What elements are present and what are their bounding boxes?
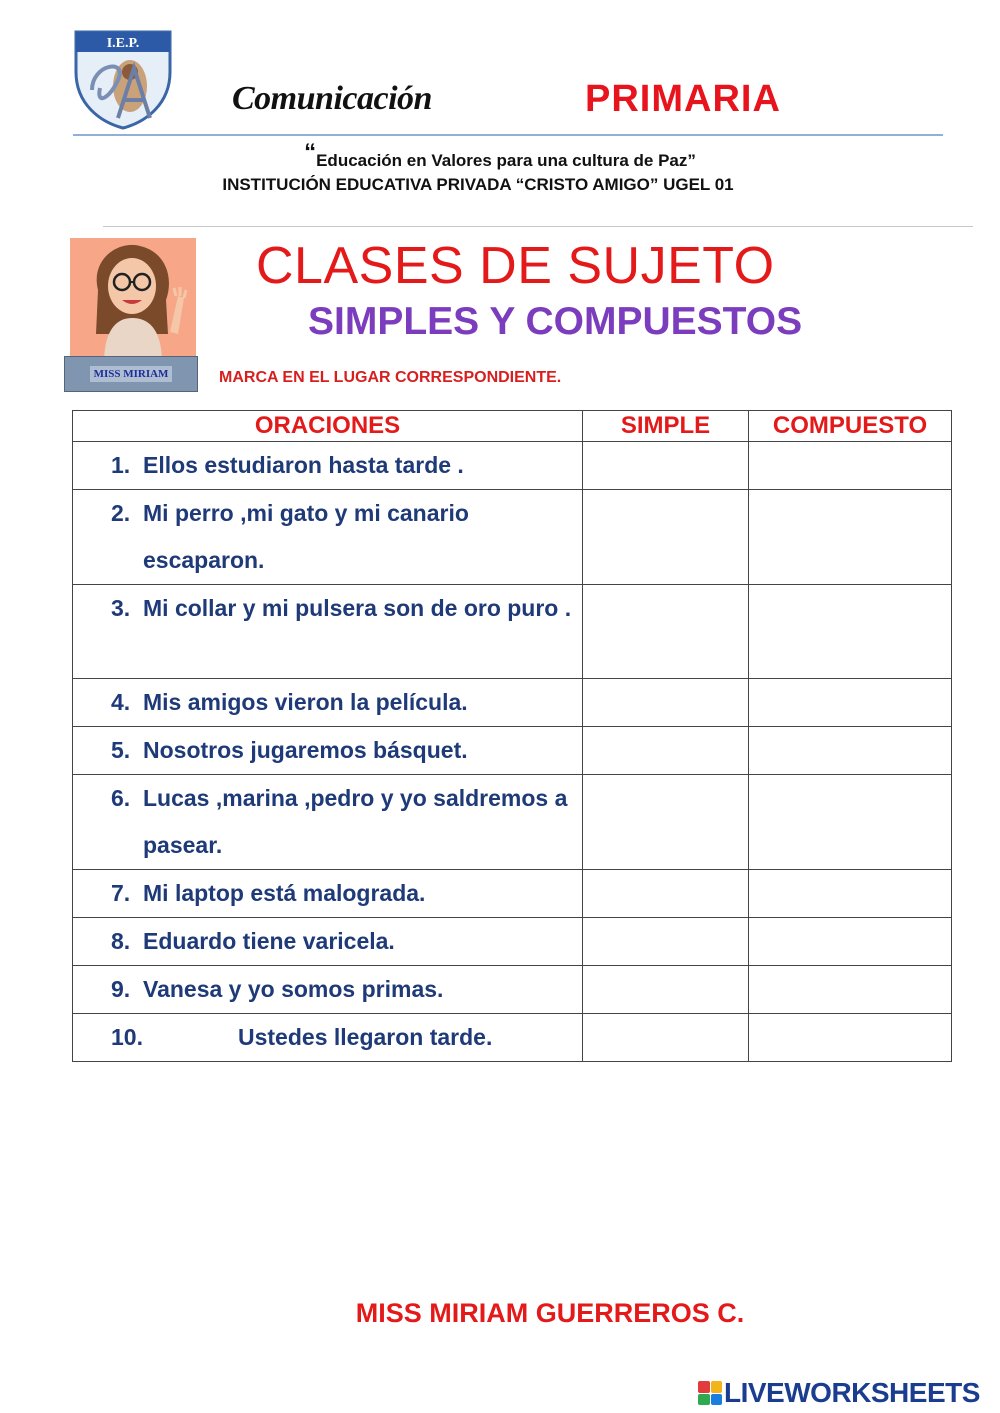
simple-answer-cell[interactable] — [583, 918, 749, 966]
table-row — [73, 679, 952, 727]
table-row — [73, 727, 952, 775]
table-row — [73, 918, 952, 966]
simple-answer-cell[interactable] — [583, 679, 749, 727]
teacher-avatar — [70, 238, 196, 364]
compuesto-answer-cell[interactable] — [749, 775, 952, 870]
sentence-number: 7. — [111, 880, 131, 906]
simple-answer-cell[interactable] — [583, 490, 749, 585]
level-title: PRIMARIA — [585, 78, 781, 120]
worksheet-subtitle: SIMPLES Y COMPUESTOS — [308, 300, 803, 343]
sentence-cell — [73, 1014, 583, 1062]
sentence-number: 9. — [111, 976, 131, 1002]
header-simple: SIMPLE — [583, 411, 749, 442]
simple-answer-cell[interactable] — [583, 966, 749, 1014]
sentence-cell — [73, 775, 583, 870]
sentence-text: Mi laptop está malograda. — [143, 880, 426, 906]
instruction-text: MARCA EN EL LUGAR CORRESPONDIENTE. — [219, 369, 562, 386]
logo-text: I.E.P. — [106, 36, 140, 51]
sentence-text: Ustedes llegaron tarde. — [238, 1024, 493, 1050]
sentence-text: Mis amigos vieron la película. — [143, 689, 468, 715]
liveworksheets-logo-icon — [698, 1381, 722, 1405]
simple-answer-cell[interactable] — [583, 1014, 749, 1062]
sentence-cell — [73, 966, 583, 1014]
header-oraciones: ORACIONES — [73, 411, 583, 442]
table-row — [73, 775, 952, 870]
sentence-number: 6. — [111, 785, 131, 811]
motto-open-quote: “ — [304, 139, 317, 166]
compuesto-answer-cell[interactable] — [749, 442, 952, 490]
sentence-text: Mi collar y mi pulsera son de oro puro . — [143, 595, 572, 621]
header-divider — [73, 134, 943, 136]
teacher-name-banner — [64, 356, 198, 392]
compuesto-answer-cell[interactable] — [749, 490, 952, 585]
liveworksheets-text: LIVEWORKSHEETS — [724, 1377, 980, 1408]
sentence-number: 4. — [111, 689, 131, 715]
simple-answer-cell[interactable] — [583, 727, 749, 775]
table-row — [73, 870, 952, 918]
simple-answer-cell[interactable] — [583, 442, 749, 490]
header-divider-2 — [103, 226, 973, 227]
compuesto-answer-cell[interactable] — [749, 966, 952, 1014]
table-row — [73, 1014, 952, 1062]
table-row — [73, 966, 952, 1014]
sentence-number: 10. — [111, 1024, 143, 1050]
table-row — [73, 490, 952, 585]
worksheet-table — [72, 410, 952, 1062]
compuesto-answer-cell[interactable] — [749, 918, 952, 966]
author-name: MISS MIRIAM GUERREROS C. — [355, 1298, 745, 1328]
teacher-name-label: MISS MIRIAM — [90, 366, 173, 382]
sentence-cell — [73, 585, 583, 679]
table-row — [73, 585, 952, 679]
school-motto — [0, 139, 1000, 173]
sentence-text: Nosotros jugaremos básquet. — [143, 737, 468, 763]
liveworksheets-watermark — [698, 1378, 980, 1408]
compuesto-answer-cell[interactable] — [749, 727, 952, 775]
compuesto-answer-cell[interactable] — [749, 679, 952, 727]
sentence-cell — [73, 918, 583, 966]
sentence-text: Ellos estudiaron hasta tarde . — [143, 452, 464, 478]
sentence-text: Mi perro ,mi gato y mi canario escaparon. — [143, 500, 469, 573]
sentence-number: 1. — [111, 452, 131, 478]
header-compuesto: COMPUESTO — [749, 411, 952, 442]
sentence-cell — [73, 679, 583, 727]
sentence-number: 2. — [111, 500, 131, 526]
compuesto-answer-cell[interactable] — [749, 1014, 952, 1062]
sentence-text: Lucas ,marina ,pedro y yo saldremos a pasear. — [143, 785, 568, 858]
motto-text: Educación en Valores para una cultura de Paz” — [316, 151, 696, 170]
simple-answer-cell[interactable] — [583, 870, 749, 918]
compuesto-answer-cell[interactable] — [749, 585, 952, 679]
school-logo — [70, 28, 176, 130]
simple-answer-cell[interactable] — [583, 775, 749, 870]
table-row — [73, 442, 952, 490]
sentence-cell — [73, 442, 583, 490]
sentence-text: Eduardo tiene varicela. — [143, 928, 395, 954]
sentence-cell — [73, 727, 583, 775]
simple-answer-cell[interactable] — [583, 585, 749, 679]
table-header-row — [73, 411, 952, 442]
sentence-text: Vanesa y yo somos primas. — [143, 976, 444, 1002]
sentence-number: 3. — [111, 595, 131, 621]
subject-title: Comunicación — [232, 80, 432, 117]
sentence-cell — [73, 490, 583, 585]
compuesto-answer-cell[interactable] — [749, 870, 952, 918]
worksheet-title: CLASES DE SUJETO — [256, 237, 775, 295]
sentence-number: 8. — [111, 928, 131, 954]
school-name: INSTITUCIÓN EDUCATIVA PRIVADA “CRISTO AMIGO” UGEL 01 — [222, 175, 734, 194]
sentence-cell — [73, 870, 583, 918]
sentence-number: 5. — [111, 737, 131, 763]
